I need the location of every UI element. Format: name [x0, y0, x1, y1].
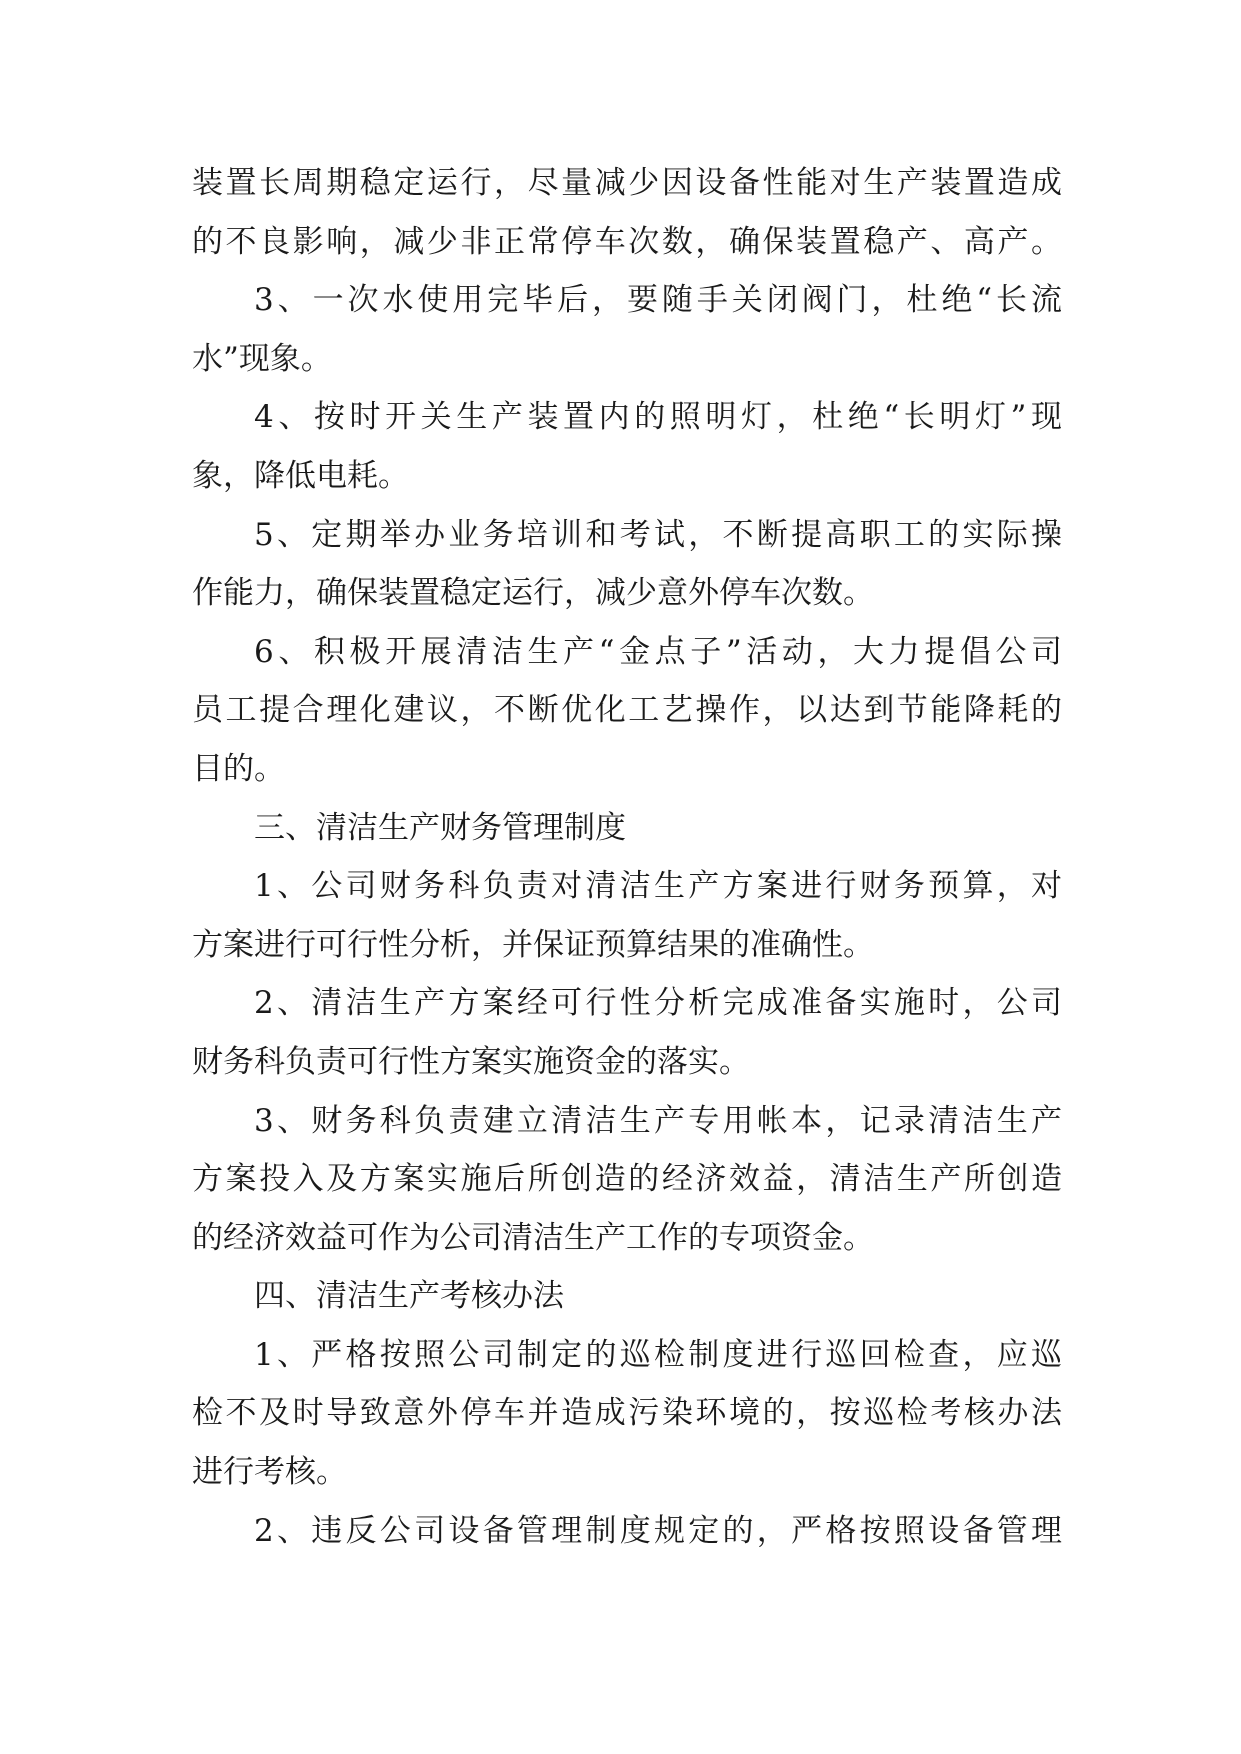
- text-line: 1、公司财务科负责对清洁生产方案进行财务预算，对: [254, 868, 1062, 905]
- text-line: 2、清洁生产方案经可行性分析完成准备实施时，公司: [254, 985, 1062, 1022]
- text-line: 的不良影响，减少非正常停车次数，确保装置稳产、高产。: [192, 223, 1062, 260]
- text-line: 目的。: [192, 750, 285, 787]
- text-line: 员工提合理化建议，不断优化工艺操作，以达到节能降耗的: [192, 692, 1062, 729]
- text-line: 财务科负责可行性方案实施资金的落实。: [192, 1043, 750, 1080]
- text-line: 2、违反公司设备管理制度规定的，严格按照设备管理: [254, 1512, 1062, 1549]
- document-body: [192, 154, 1062, 1560]
- text-line: 4、按时开关生产装置内的照明灯，杜绝“长明灯”现: [254, 399, 1062, 436]
- text-line: 方案进行可行性分析，并保证预算结果的准确性。: [192, 926, 874, 963]
- text-line: 方案投入及方案实施后所创造的经济效益，清洁生产所创造: [192, 1161, 1062, 1198]
- text-line: 水”现象。: [192, 340, 332, 377]
- text-line: 象，降低电耗。: [192, 457, 409, 494]
- text-line: 6、积极开展清洁生产“金点子”活动，大力提倡公司: [254, 633, 1062, 670]
- text-line: 装置长周期稳定运行，尽量减少因设备性能对生产装置造成: [192, 165, 1062, 201]
- section-heading: 三、清洁生产财务管理制度: [254, 809, 626, 846]
- text-line: 3、财务科负责建立清洁生产专用帐本，记录清洁生产: [254, 1102, 1062, 1139]
- text-line: 1、严格按照公司制定的巡检制度进行巡回检查，应巡: [254, 1336, 1062, 1373]
- text-line: 作能力，确保装置稳定运行，减少意外停车次数。: [192, 575, 874, 612]
- text-line: 3、一次水使用完毕后，要随手关闭阀门，杜绝“长流: [254, 282, 1062, 319]
- text-line: 5、定期举办业务培训和考试，不断提高职工的实际操: [254, 516, 1062, 553]
- text-line: 检不及时导致意外停车并造成污染环境的，按巡检考核办法: [192, 1395, 1062, 1432]
- text-line: 进行考核。: [192, 1454, 347, 1491]
- text-line: 的经济效益可作为公司清洁生产工作的专项资金。: [192, 1219, 874, 1256]
- section-heading: 四、清洁生产考核办法: [254, 1278, 564, 1315]
